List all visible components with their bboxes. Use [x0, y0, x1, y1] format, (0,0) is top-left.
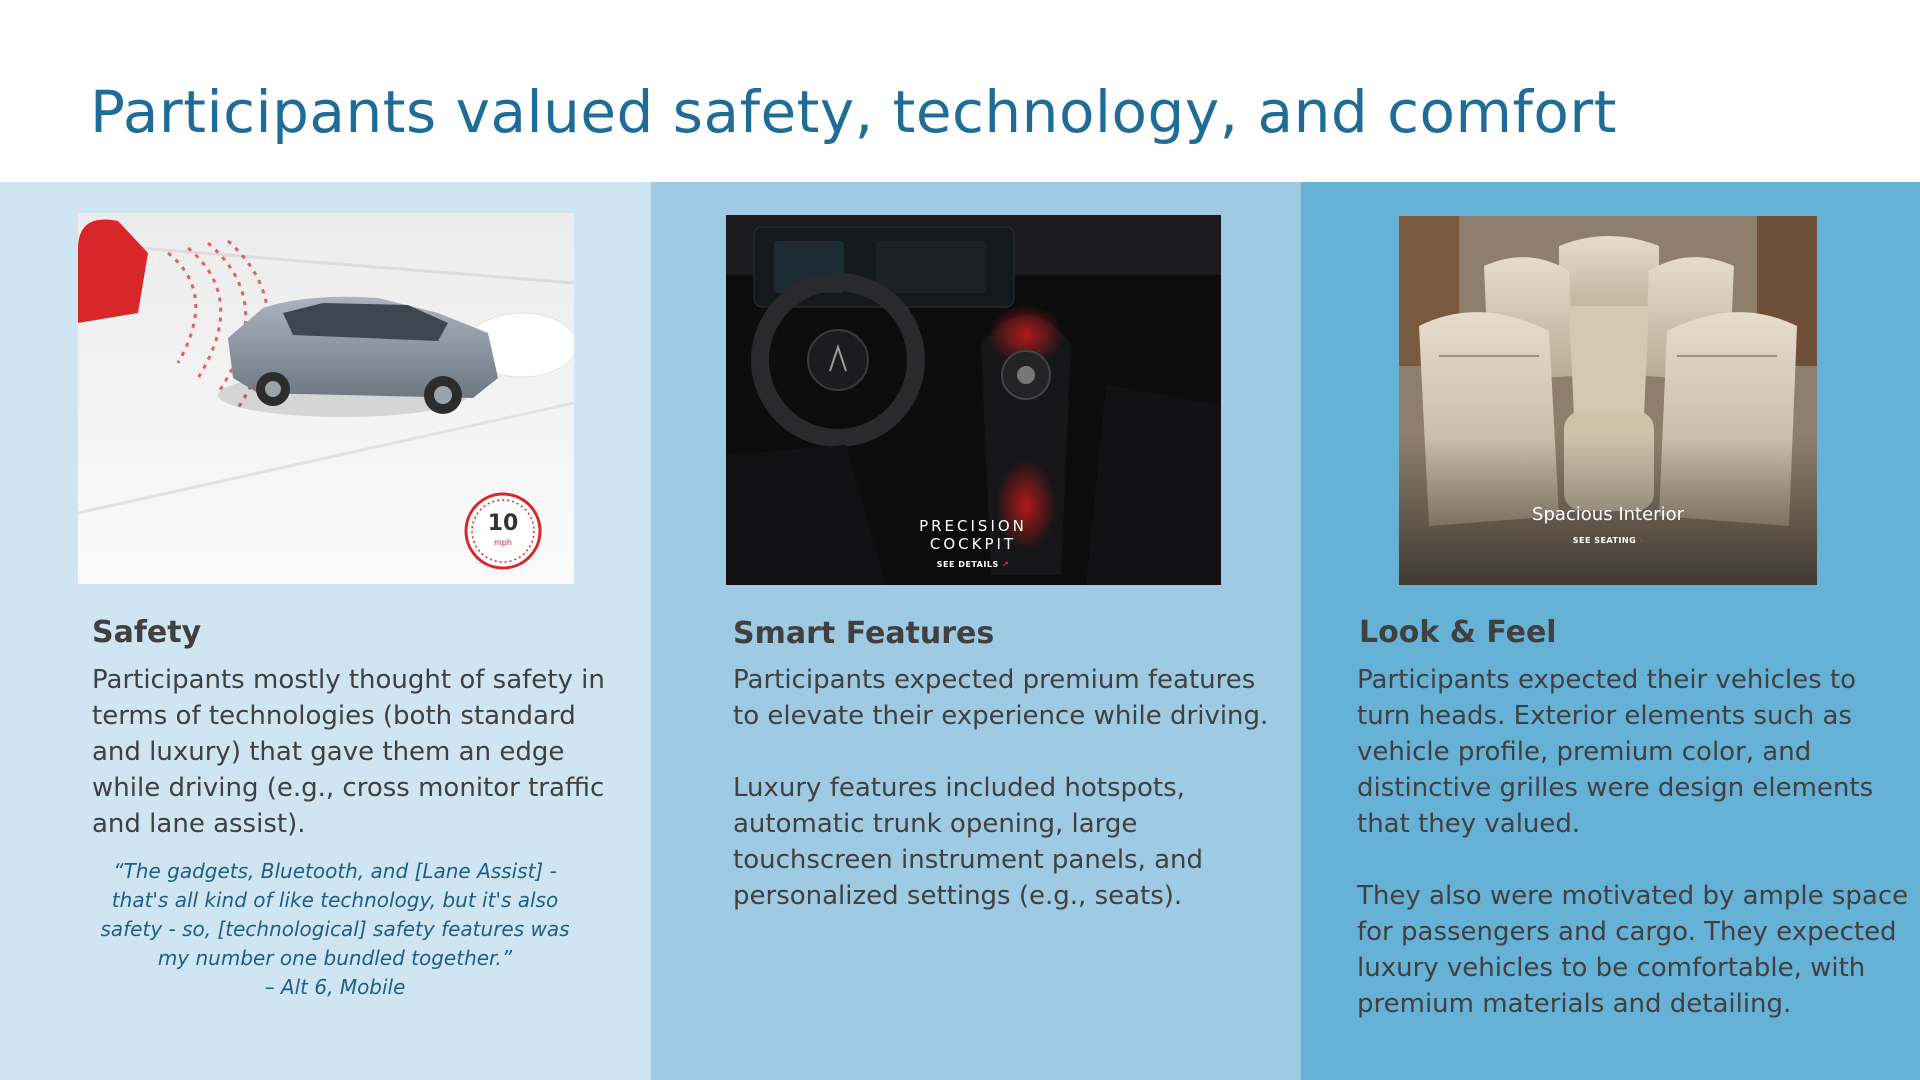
smart-features-paragraph-2: Luxury features included hotspots, automatic trunk opening, large touchscreen instrument panels, and personalized settings (e.g., seats). — [733, 773, 1204, 911]
interior-photo — [1399, 216, 1817, 585]
slide-title: Participants valued safety, technology, and comfort — [90, 78, 1617, 146]
cockpit-photo — [726, 215, 1221, 585]
quote-attribution: – Alt 6, Mobile — [264, 975, 406, 999]
cockpit-caption-1: PRECISION — [919, 517, 1027, 535]
chevron-right-icon: › — [1639, 536, 1644, 545]
arrow-icon: ↗ — [1002, 560, 1010, 569]
speed-value: 10 — [487, 511, 519, 536]
look-feel-text — [1357, 662, 1912, 1022]
interior-caption: Spacious Interior — [1532, 504, 1684, 525]
safety-heading: Safety — [92, 615, 202, 650]
safety-panel — [0, 182, 651, 1080]
safety-paragraph: Participants mostly thought of safety in terms of technologies (both standard and luxury) that gave them an edge while driving (e.g., cross monitor traffic and lane assist). — [92, 665, 605, 839]
smart-features-text — [733, 662, 1288, 914]
see-details-link[interactable] — [873, 560, 1073, 569]
safety-quote — [100, 857, 570, 1002]
smart-features-panel — [651, 182, 1301, 1080]
safety-text — [92, 662, 632, 842]
smart-features-paragraph-1: Participants expected premium features to elevate their experience while driving. — [733, 665, 1269, 731]
see-details-label: SEE DETAILS — [936, 560, 999, 569]
look-feel-panel — [1301, 182, 1920, 1080]
safety-photo — [78, 213, 574, 584]
look-feel-heading: Look & Feel — [1359, 615, 1557, 650]
look-feel-paragraph-2: They also were motivated by ample space for passengers and cargo. They expected luxury vehicles to be comfortable, with premium materials and detailing. — [1357, 881, 1909, 1019]
look-feel-paragraph-1: Participants expected their vehicles to turn heads. Exterior elements such as vehicle profile, premium color, and distinctive grilles were design elements that they valued. — [1357, 665, 1874, 839]
see-seating-link[interactable] — [1508, 536, 1708, 545]
speed-unit: mph — [494, 538, 512, 547]
cockpit-caption-2: COCKPIT — [929, 535, 1017, 553]
smart-features-heading: Smart Features — [733, 616, 995, 651]
see-seating-label: SEE SEATING — [1572, 536, 1637, 545]
quote-text: “The gadgets, Bluetooth, and [Lane Assist] - that's all kind of like technology, but it's also safety - so, [technological] safety features was my number one bundled together.” — [100, 859, 570, 970]
